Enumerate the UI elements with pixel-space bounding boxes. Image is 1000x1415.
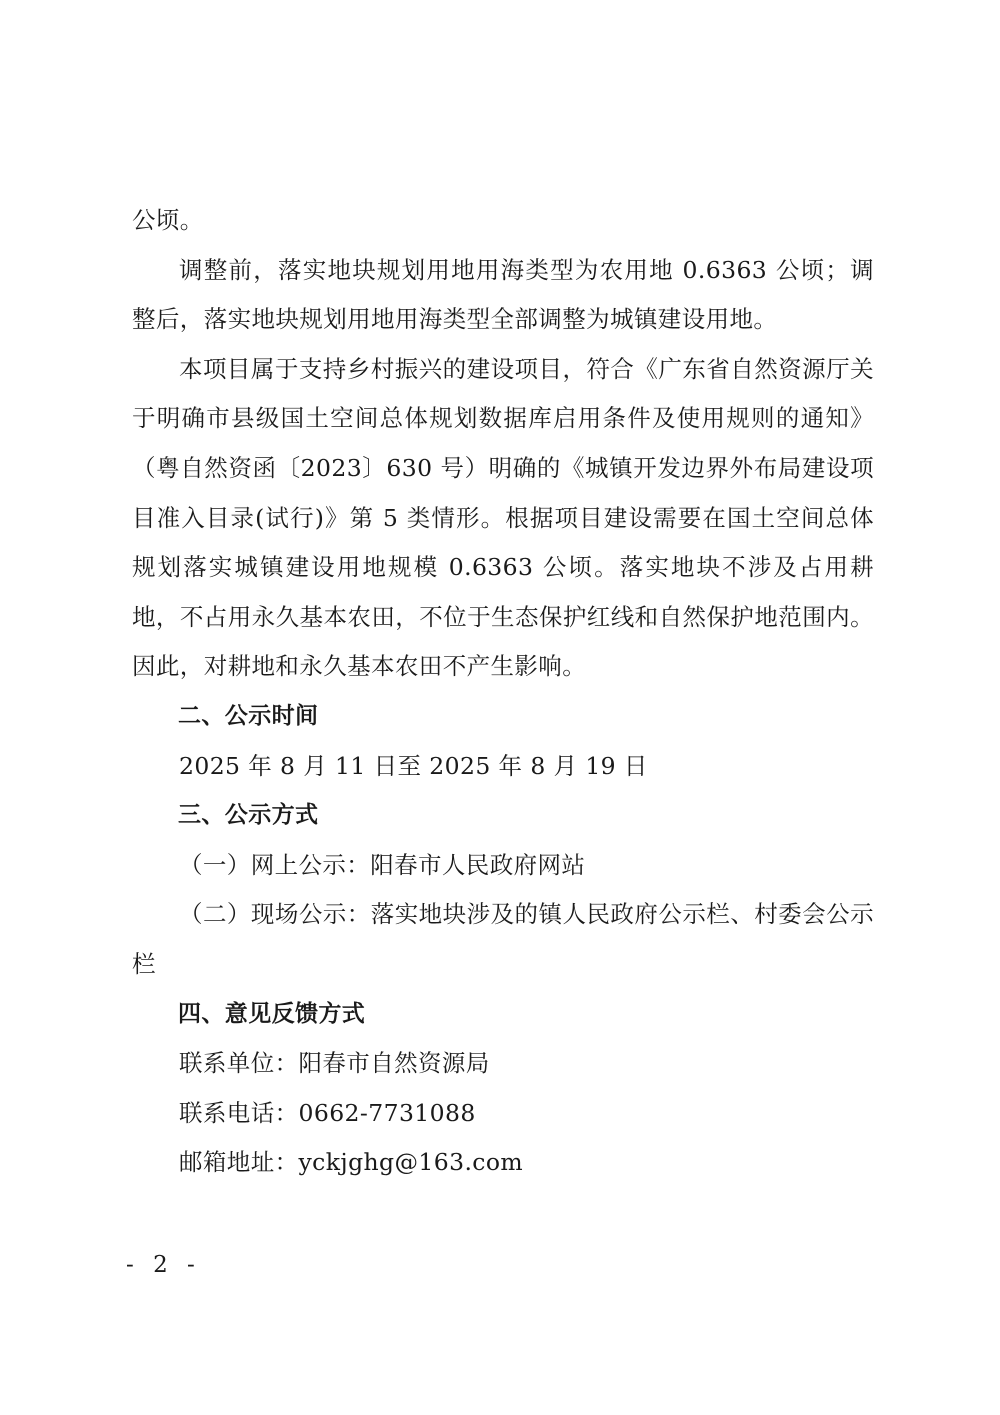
heading-feedback: 四、意见反馈方式	[178, 1000, 366, 1027]
paragraph-project-basis: 本项目属于支持乡村振兴的建设项目，符合《广东省自然资源厅关于明确市县级国土空间总体规划数据库启用条件及使用规则的通知》（粤自然资函〔2023〕630 号）明确的《城镇开发边界外布局建设项目准入目录(试行)》第 5 类情形。根据项目建设需要在国土空间总体规划落实城镇建设用地规模 0.6363 公顷。落实地块不涉及占用耕地，不占用永久基本农田，不位于生态保护红线和自然保护地范围内。因此，对耕地和永久基本农田不产生影响。	[132, 354, 874, 681]
paragraph-adjustment: 调整前，落实地块规划用地用海类型为农用地 0.6363 公顷；调整后，落实地块规划用地用海类型全部调整为城镇建设用地。	[132, 255, 874, 334]
paragraph-continuation: 公顷。	[132, 206, 204, 234]
contact-email: 邮箱地址：yckjghg@163.com	[179, 1148, 524, 1177]
contact-phone: 联系电话：0662-7731088	[179, 1098, 476, 1127]
publicity-method-online: （一）网上公示：阳春市人民政府网站	[179, 850, 586, 879]
document-body	[132, 196, 874, 1188]
heading-publicity-time: 二、公示时间	[178, 702, 319, 729]
publicity-method-onsite: （二）现场公示：落实地块涉及的镇人民政府公示栏、村委会公示栏	[132, 900, 874, 978]
heading-publicity-method: 三、公示方式	[178, 802, 319, 829]
publicity-time-text: 2025 年 8 月 11 日至 2025 年 8 月 19 日	[179, 751, 648, 780]
contact-unit: 联系单位：阳春市自然资源局	[179, 1049, 490, 1078]
page-number: - 2 -	[126, 1252, 201, 1278]
